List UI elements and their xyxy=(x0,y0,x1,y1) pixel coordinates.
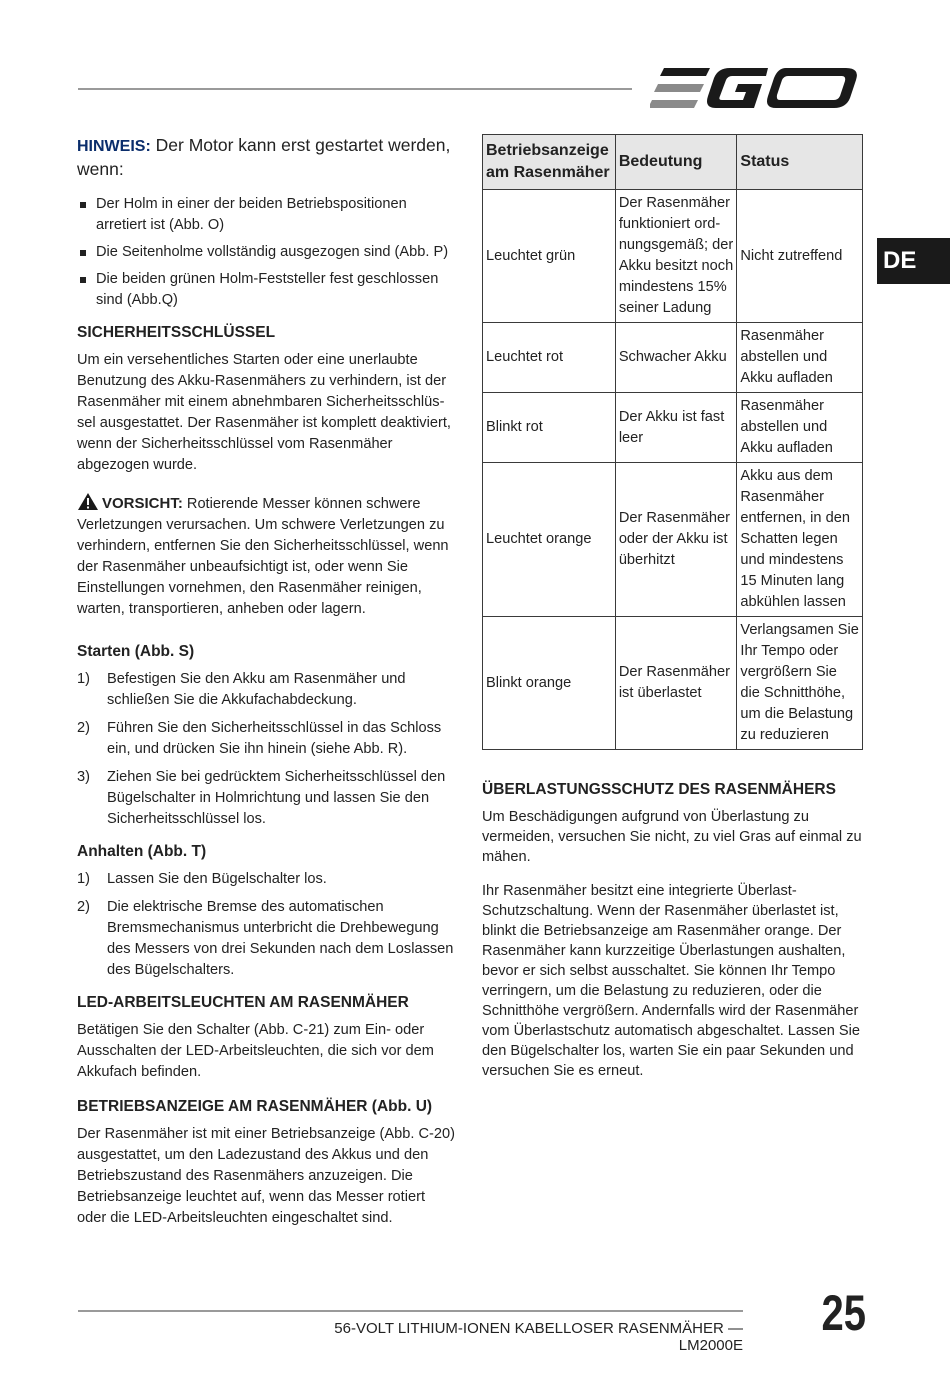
ego-logo xyxy=(650,64,862,114)
table-header-row xyxy=(483,135,863,190)
caution-text: Rotierende Messer können schwere Verletzungen verursachen. Um schwere Verletzungen zu verhindern, entfernen Sie den Sicherheitsschlüssel, wenn der Rasenmäher unbeaufsichtigt ist, oder wenn Sie Einstellungen vornehmen, den Rasenmäher reinigen, warten, transportieren, anheben oder lagern. xyxy=(77,496,449,617)
led-text: Betätigen Sie den Schalter (Abb. C-21) zum Ein- oder Ausschalten der LED-Arbeitsleuchten, die sich vor dem Akkufach befinden. xyxy=(77,1022,434,1080)
step-text: Befestigen Sie den Akku am Rasenmäher und schließen Sie die Akkufachabdeckung. xyxy=(107,671,406,708)
overload-heading: ÜBERLASTUNGSSCHUTZ DES RASENMÄHERS xyxy=(482,781,836,798)
footer-rule xyxy=(78,1310,743,1312)
table-row xyxy=(483,463,863,617)
logo-o xyxy=(767,68,857,108)
logo-e-bars xyxy=(650,68,710,108)
list-item xyxy=(77,718,457,760)
overload-text-2: Ihr Rasenmäher besitzt eine integrierte Überlast-Schutzschaltung. Wenn der Rasenmäher überlastet ist, blinkt die Betriebsanzeige am Rasenmäher orange. Der Rasenmäher kann kurzzeitige Überlastungen aushalten, bevor er sich selbst ausschaltet. Sie können Ihr Tempo verringern, um die Belastung zu reduzieren, oder die Schnitthöhe vergrößern. Andernfalls wird der Rasenmäher vom Überlastschutz automatisch abgeschaltet. Lassen Sie den Bügelschalter los, warten Sie ein paar Sekunden und versuchen Sie es erneut. xyxy=(482,883,861,1079)
step-text: Lassen Sie den Bügelschalter los. xyxy=(107,871,327,887)
starting-heading: Starten (Abb. S) xyxy=(77,643,195,660)
stopping-heading: Anhalten (Abb. T) xyxy=(77,843,207,860)
table-cell: Leuchtet grün xyxy=(483,190,616,323)
step-number: 2) xyxy=(77,899,90,915)
step-number: 2) xyxy=(77,720,90,736)
table-cell: Akku aus dem Rasenmäher entfernen, in den Schatten legen und mindestens 15 Minuten lang abkühlen lassen xyxy=(737,463,863,617)
page-number: 25 xyxy=(821,1285,866,1341)
caution-paragraph xyxy=(77,492,457,620)
column-header: Bedeutung xyxy=(615,135,737,190)
note-text: Der Motor kann erst gestartet werden, wenn: xyxy=(77,135,451,179)
table-row xyxy=(483,323,863,393)
step-number: 1) xyxy=(77,671,90,687)
step-text: Führen Sie den Sicherheitsschlüssel in das Schloss ein, und drücken Sie ihn hinein (siehe Abb. R). xyxy=(107,720,442,757)
table-row xyxy=(483,393,863,463)
overload-text-1: Um Beschädigungen aufgrund von Überlastung zu vermeiden, versuchen Sie nicht, zu viel Gras auf einmal zu mähen. xyxy=(482,809,862,865)
list-item xyxy=(77,869,457,890)
starting-steps xyxy=(77,669,457,830)
table-cell: Rasenmäher abstellen und Akku aufladen xyxy=(737,323,863,393)
indicator-heading: BETRIEBSANZEIGE AM RASENMÄHER (Abb. U) xyxy=(77,1098,433,1115)
logo-g xyxy=(707,68,768,108)
footer-title: 56-VOLT LITHIUM-IONEN KABELLOSER RASENMÄHER — LM2000E xyxy=(334,1320,743,1354)
safety-key-text: Um ein versehentliches Starten oder eine unerlaubte Benutzung des Akku-Rasenmähers zu verhindern, ist der Rasenmäher mit einem abnehmbaren Sicherheitsschlüssel ausgestattet. Der Rasenmäher ist komplett deaktiviert, wenn der Sicherheitsschlüssel vom Rasenmäher abgezogen wurde. xyxy=(77,352,451,473)
led-heading: LED-ARBEITSLEUCHTEN AM RASENMÄHER xyxy=(77,994,409,1011)
table-cell: Verlangsamen Sie Ihr Tempo oder vergrößern Sie die Schnitthöhe, um die Belastung zu reduzieren xyxy=(737,617,863,750)
table-cell: Blinkt rot xyxy=(483,393,616,463)
left-column xyxy=(77,134,457,1229)
warning-triangle-icon xyxy=(77,492,99,511)
list-item xyxy=(77,767,457,830)
table-cell: Schwacher Akku xyxy=(615,323,737,393)
note-label: HINWEIS: xyxy=(77,138,151,155)
list-item xyxy=(77,897,457,981)
note-bullets xyxy=(77,194,457,311)
table-cell: Blinkt orange xyxy=(483,617,616,750)
table-cell: Leuchtet orange xyxy=(483,463,616,617)
list-item: Die beiden grünen Holm-Feststeller fest geschlossen sind (Abb.Q) xyxy=(77,269,457,311)
table-cell: Leuchtet rot xyxy=(483,323,616,393)
status-table xyxy=(482,134,863,750)
step-number: 1) xyxy=(77,871,90,887)
list-item: Der Holm in einer der beiden Betriebspositionen arretiert ist (Abb. O) xyxy=(77,194,457,236)
table-row xyxy=(483,617,863,750)
step-text: Ziehen Sie bei gedrücktem Sicherheitsschlüssel den Bügelschalter in Holmrichtung und lassen Sie den Sicherheitsschlüssel los. xyxy=(107,769,446,827)
table-row xyxy=(483,190,863,323)
table-cell: Der Rasenmäher funktioniert ordnungsgemäß; der Akku besitzt noch mindestens 15% seiner Ladung xyxy=(615,190,737,323)
right-column xyxy=(482,134,863,1081)
caution-label: VORSICHT: xyxy=(102,495,183,512)
table-cell: Der Akku ist fast leer xyxy=(615,393,737,463)
table-cell: Nicht zutreffend xyxy=(737,190,863,323)
overload-section xyxy=(482,780,863,1081)
indicator-text: Der Rasenmäher ist mit einer Betriebsanzeige (Abb. C-20) ausgestattet, um den Ladezustand des Akkus und den Betriebszustand des Rasenmähers anzuzeigen. Die Betriebsanzeige leuchtet auf, wenn das Messer rotiert oder die LED-Arbeitsleuchten eingeschaltet sind. xyxy=(77,1126,455,1226)
table-cell: Der Rasenmäher ist überlastet xyxy=(615,617,737,750)
list-item: Die Seitenholme vollständig ausgezogen sind (Abb. P) xyxy=(77,242,457,263)
header-rule xyxy=(78,88,632,90)
column-header: Status xyxy=(737,135,863,190)
note-paragraph xyxy=(77,134,457,180)
table-cell: Rasenmäher abstellen und Akku aufladen xyxy=(737,393,863,463)
step-text: Die elektrische Bremse des automatischen Bremsmechanismus unterbricht die Drehbewegung des Messers von drei Sekunden nach dem Loslassen des Bügelschalters. xyxy=(107,899,454,978)
safety-key-heading: SICHERHEITSSCHLÜSSEL xyxy=(77,324,276,341)
list-item xyxy=(77,669,457,711)
step-number: 3) xyxy=(77,769,90,785)
column-header: Betriebsanzeige am Rasenmäher xyxy=(483,135,616,190)
stopping-steps xyxy=(77,869,457,981)
table-cell: Der Rasenmäher oder der Akku ist überhitzt xyxy=(615,463,737,617)
language-tab: DE xyxy=(877,238,950,284)
